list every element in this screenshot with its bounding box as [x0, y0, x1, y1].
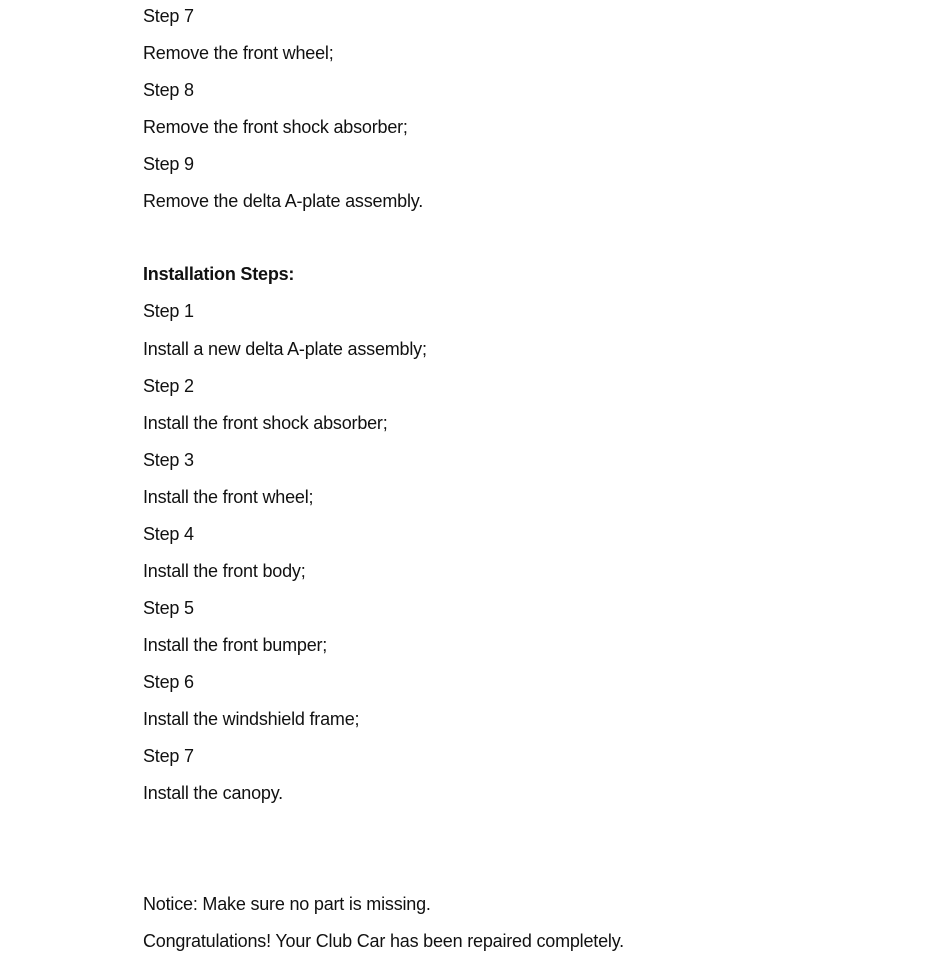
removal-step-7-text: Remove the front wheel;: [143, 43, 334, 63]
install-step-1-label: Step 1: [143, 301, 194, 321]
install-step-2-text: Install the front shock absorber;: [143, 413, 388, 433]
install-step-4-label: Step 4: [143, 524, 194, 544]
install-step-1-text: Install a new delta A-plate assembly;: [143, 339, 427, 359]
install-step-5-text: Install the front bumper;: [143, 635, 328, 655]
install-step-7-text: Install the canopy.: [143, 783, 283, 803]
removal-step-7-label: Step 7: [143, 6, 194, 26]
install-step-5-label: Step 5: [143, 598, 194, 618]
install-step-3-text: Install the front wheel;: [143, 487, 314, 507]
congratulations-text: Congratulations! Your Club Car has been repaired completely.: [143, 931, 624, 951]
install-step-2-label: Step 2: [143, 376, 194, 396]
installation-heading: Installation Steps:: [143, 264, 295, 284]
removal-step-9-label: Step 9: [143, 154, 194, 174]
removal-step-8-text: Remove the front shock absorber;: [143, 117, 408, 137]
removal-step-9-text: Remove the delta A-plate assembly.: [143, 191, 424, 211]
notice-text: Notice: Make sure no part is missing.: [143, 894, 431, 914]
install-step-6-text: Install the windshield frame;: [143, 709, 360, 729]
install-step-7-label: Step 7: [143, 746, 194, 766]
install-step-6-label: Step 6: [143, 672, 194, 692]
removal-step-8-label: Step 8: [143, 80, 194, 100]
install-step-4-text: Install the front body;: [143, 561, 306, 581]
install-step-3-label: Step 3: [143, 450, 194, 470]
